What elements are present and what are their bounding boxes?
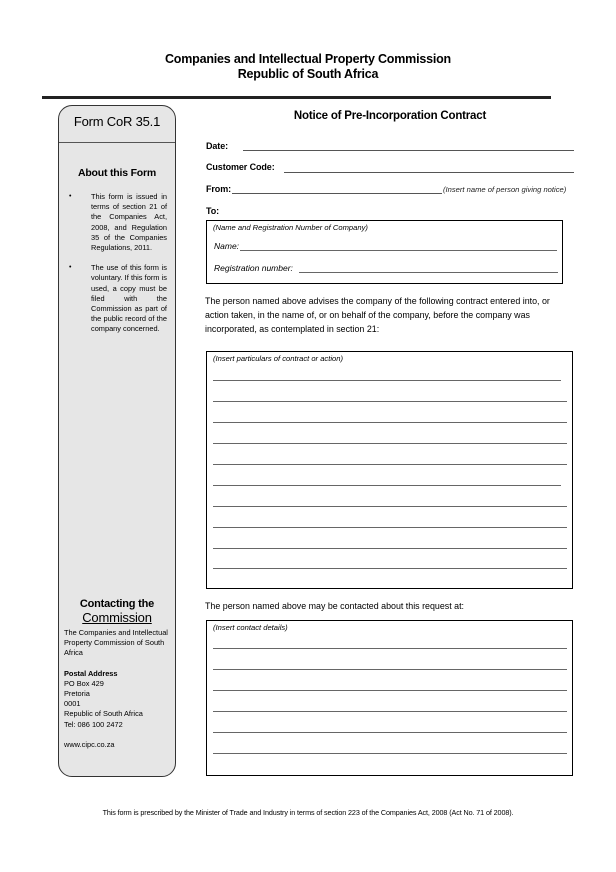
about-title: About this Form (77, 167, 157, 179)
from-hint: (Insert name of person giving notice) (443, 185, 567, 194)
about-text: The use of this form is voluntary. If this form is used, a copy must be filed with the Commission as part of the public record of the company concerned. (91, 263, 167, 334)
contract-paragraph: The person named above advises the company of the following contract entered into, or action taken, in the name of, or on behalf of the company, before the company was incorporated, as contemplated in section 21: (205, 296, 550, 335)
bullet-icon: • (69, 264, 72, 272)
header-organisation: Companies and Intellectual Property Commission (164, 52, 451, 66)
contact-line (213, 648, 567, 649)
form-title: Notice of Pre-Incorporation Contract (293, 110, 487, 122)
customer-code-label: Customer Code: (206, 162, 275, 172)
contact-line (213, 753, 567, 754)
address-line: Republic of South Africa (64, 709, 143, 719)
contact-line (213, 711, 567, 712)
date-label: Date: (206, 141, 229, 151)
document-header (0, 52, 616, 82)
website-link[interactable]: www.cipc.co.za (64, 739, 115, 749)
contract-line (213, 527, 567, 528)
contract-line (213, 548, 567, 549)
footer-note: This form is prescribed by the Minister of Trade and Industry in terms of section 223 of the Companies Act, 2008 (Act No. 71 of 2008). (102, 808, 514, 817)
to-label: To: (206, 206, 220, 216)
address-line: PO Box 429 (64, 678, 104, 688)
date-field[interactable] (243, 150, 574, 151)
postal-title: Postal Address (64, 668, 118, 678)
from-field[interactable] (232, 193, 442, 194)
bullet-icon: • (69, 193, 72, 200)
contact-line (213, 732, 567, 733)
company-name-field[interactable] (240, 250, 557, 251)
customer-code-field[interactable] (284, 172, 574, 173)
name-label: Name: (214, 241, 240, 251)
contact-details (64, 628, 174, 750)
header-divider (42, 96, 551, 99)
about-list-item (63, 263, 171, 334)
contract-line (213, 401, 567, 402)
header-country: Republic of South Africa (237, 67, 379, 81)
address-line: Pretoria (64, 689, 90, 699)
company-box-caption: (Name and Registration Number of Company) (213, 223, 368, 232)
contact-paragraph: The person named above may be contacted about this request at: (205, 601, 465, 611)
registration-number-field[interactable] (299, 272, 558, 273)
contract-line (213, 380, 561, 381)
about-list-item (63, 192, 171, 253)
company-box (206, 220, 563, 284)
contract-line (213, 443, 567, 444)
telephone: Tel: 086 100 2472 (64, 719, 123, 729)
contact-box-caption: (Insert contact details) (213, 623, 288, 632)
about-text: This form is issued in terms of section 21 of the Companies Act, 2008, and Regulation 35 of the Companies Regulations, 2011. (91, 192, 167, 253)
contact-title-line2: Commission (82, 610, 152, 625)
contract-line (213, 422, 567, 423)
contact-line (213, 669, 567, 670)
contact-title (59, 598, 175, 624)
sidebar-panel (58, 105, 176, 777)
contract-box[interactable] (206, 351, 573, 589)
address-line: 0001 (64, 699, 81, 709)
contract-box-caption: (Insert particulars of contract or action) (213, 354, 343, 363)
contract-line (213, 464, 567, 465)
registration-label: Registration number: (214, 263, 293, 273)
contract-line (213, 568, 567, 569)
sidebar-divider (59, 142, 175, 143)
contact-box[interactable] (206, 620, 573, 776)
from-label: From: (206, 184, 231, 194)
commission-name: The Companies and Intellectual Property Commission of South Africa (64, 628, 168, 658)
about-list (63, 192, 171, 345)
contract-line (213, 506, 567, 507)
contract-line (213, 485, 561, 486)
contact-title-line1: Contacting the (79, 598, 155, 610)
form-number: Form CoR 35.1 (73, 114, 161, 129)
contact-line (213, 690, 567, 691)
